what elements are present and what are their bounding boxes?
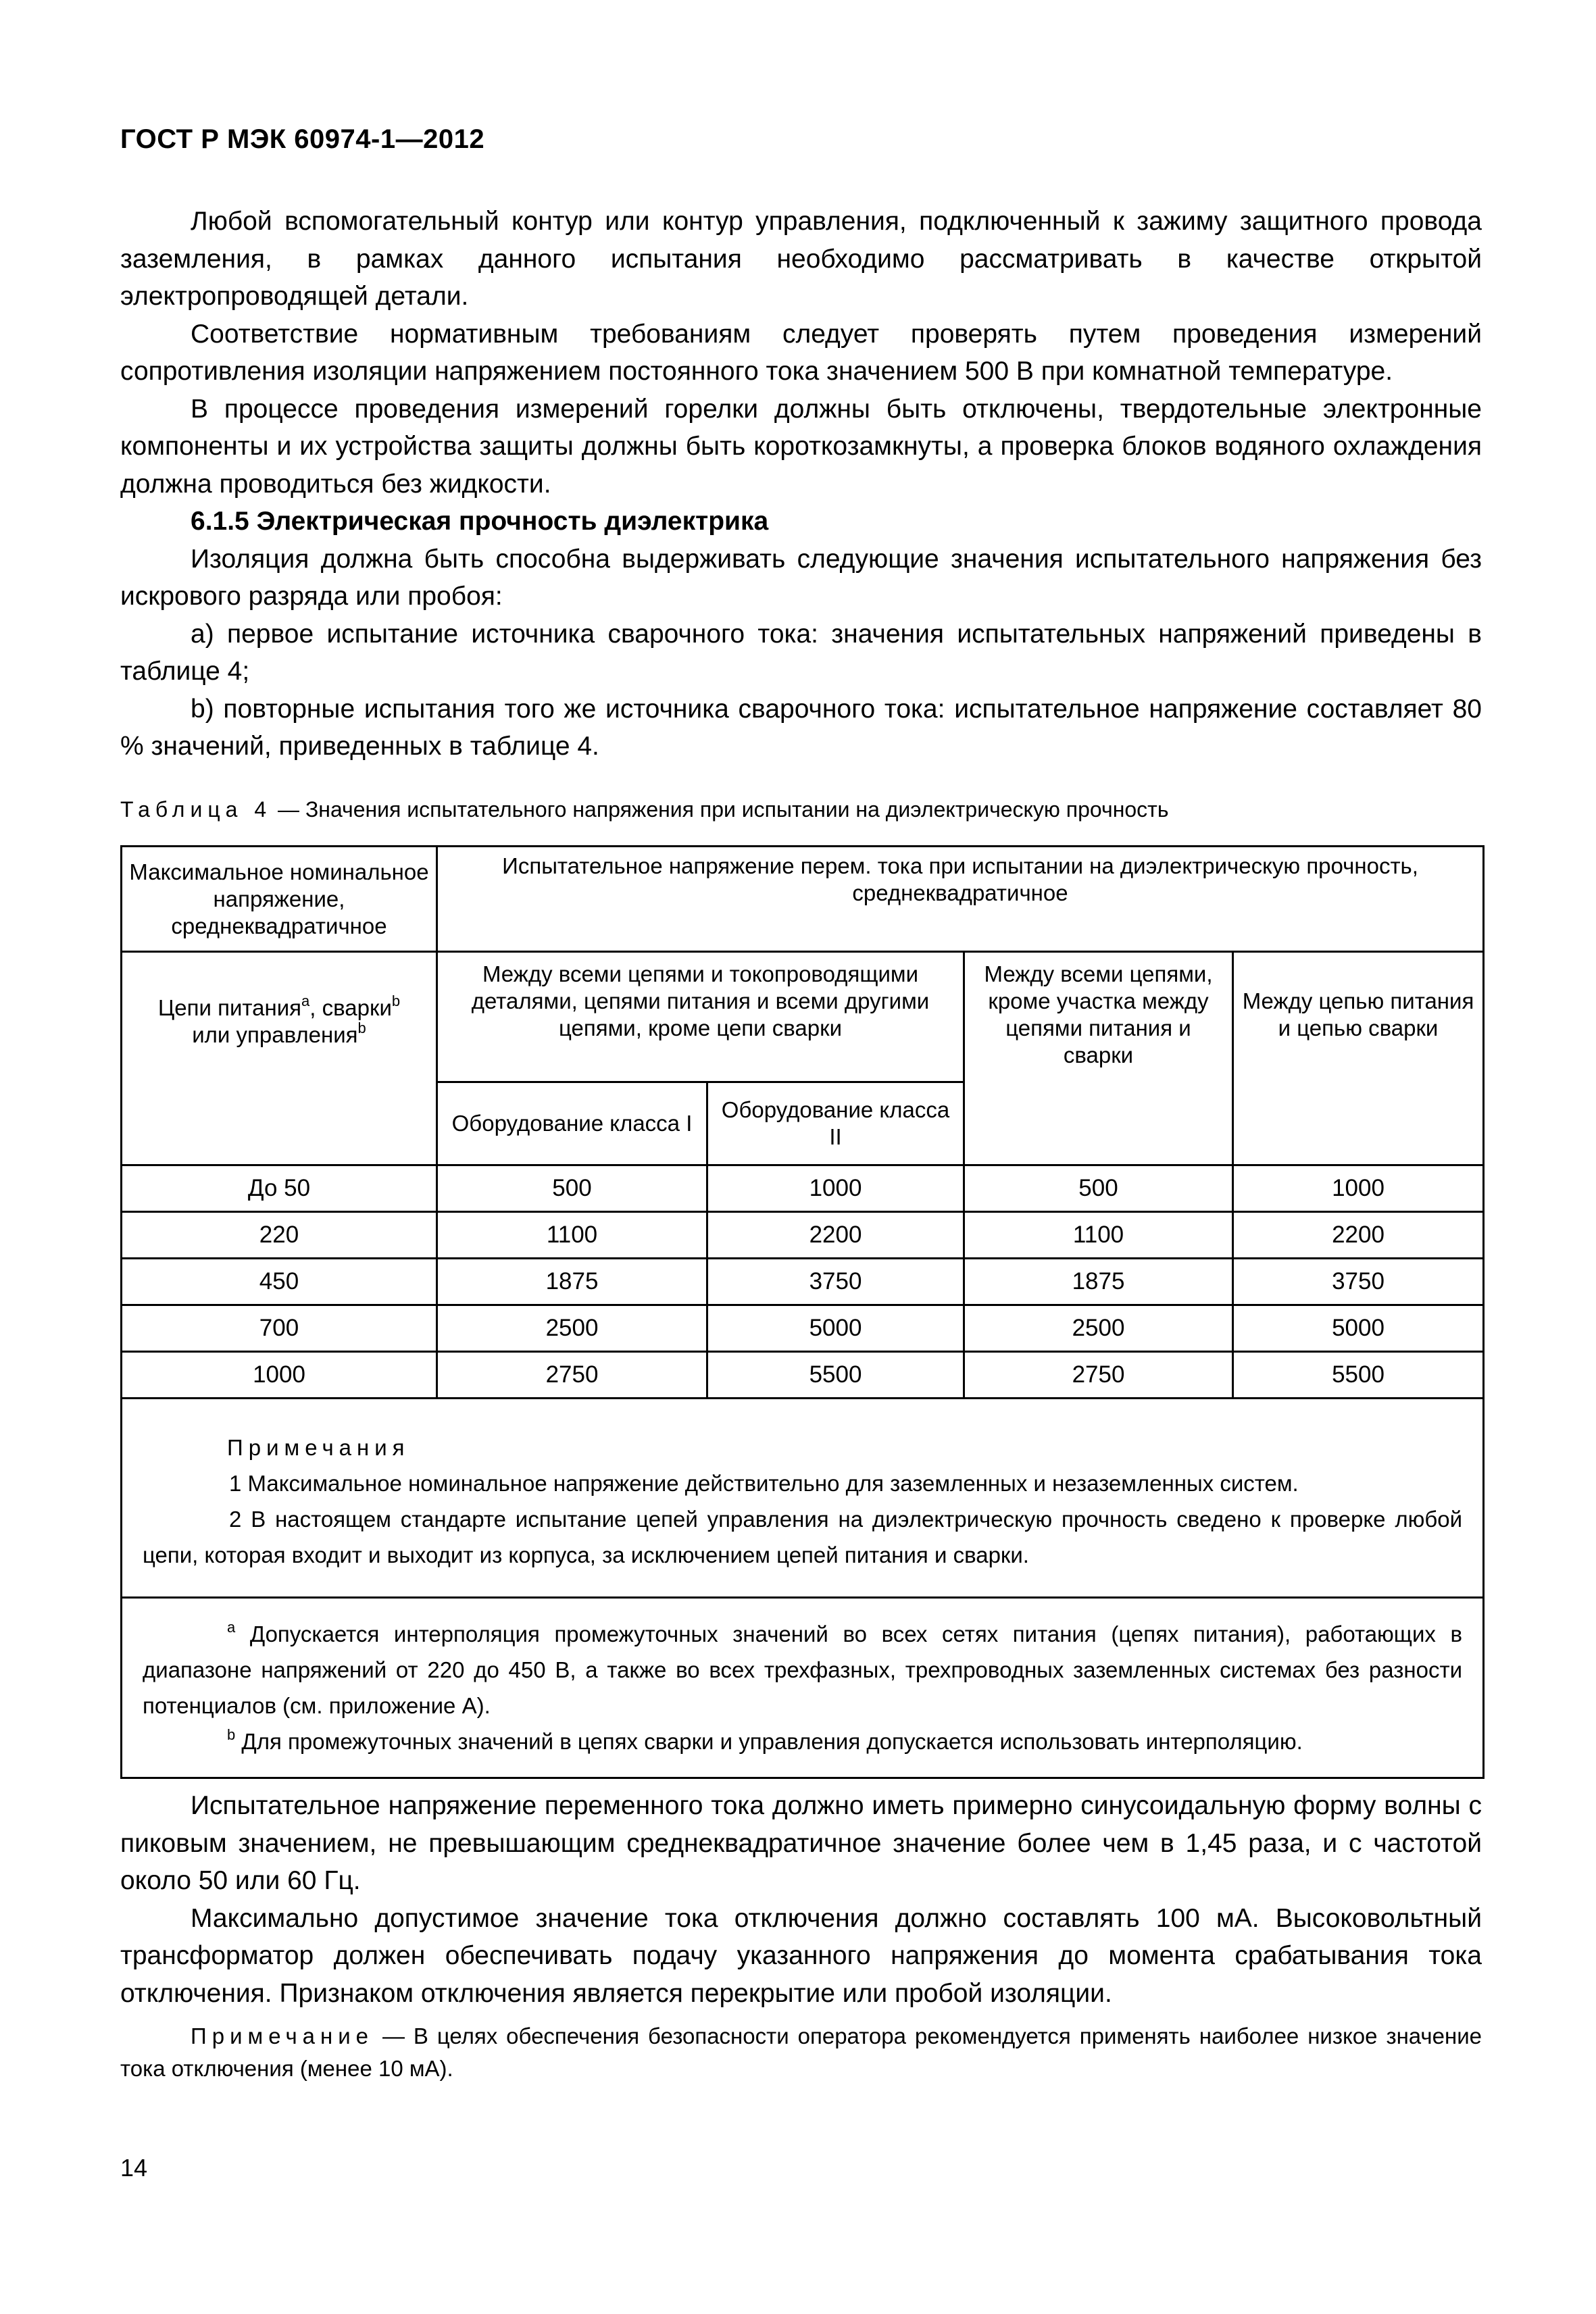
table-caption bbox=[120, 797, 1482, 822]
table-footnotes bbox=[122, 1598, 1484, 1778]
table-notes bbox=[122, 1399, 1484, 1598]
note-2: 2 В настоящем стандарте испытание цепей управления на диэлектрическую прочность сведено к проверке любой цепи, которая входит и выходит из корпуса, за исключением цепей питания и сварки. bbox=[143, 1507, 1463, 1567]
footnote-b: $^b$ Для промежуточных значений в цепях сварки и управления допускается использовать интерполяцию. bbox=[227, 1726, 1303, 1754]
header-test-voltage: Испытательное напряжение перем. тока при испытании на диэлектрическую прочность, среднеквадратичное bbox=[437, 847, 1484, 952]
table-caption-text: — Значения испытательного напряжения при испытании на диэлектрическую прочность bbox=[272, 797, 1169, 822]
table-row: 700 2500 5000 2500 5000 bbox=[122, 1305, 1484, 1352]
paragraph: Изоляция должна быть способна выдерживать следующие значения испытательного напряжения без искрового разряда или пробоя: bbox=[120, 544, 1482, 611]
operator-safety-note bbox=[120, 2020, 1482, 2085]
header-between-all: Между всеми цепями и токопроводящими деталями, цепями питания и всеми другими цепями, кроме цепи сварки bbox=[437, 952, 964, 1082]
header-max-voltage: Максимальное номинальное напряжение, среднеквадратичное bbox=[122, 847, 437, 952]
list-item-a: a) первое испытание источника сварочного тока: значения испытательных напряжений приведены в таблице 4; bbox=[120, 619, 1482, 686]
table-row: 220 1100 2200 1100 2200 bbox=[122, 1212, 1484, 1259]
header-between-except: Между всеми цепями, кроме участка между цепями питания и сварки bbox=[964, 952, 1233, 1165]
document-header: ГОСТ Р МЭК 60974-1—2012 bbox=[120, 124, 485, 154]
table-row: До 50 500 1000 500 1000 bbox=[122, 1165, 1484, 1212]
note-label: Примечание bbox=[191, 2023, 374, 2048]
header-class-1: Оборудование класса I bbox=[437, 1082, 707, 1165]
after-table-section bbox=[120, 1787, 1482, 2012]
paragraph: Любой вспомогательный контур или контур управления, подключенный к зажиму защитного провода заземления, в рамках данного испытания необходимо рассматривать в качестве открытой электропроводящей детали. bbox=[120, 207, 1482, 311]
header-class-2: Оборудование класса II bbox=[707, 1082, 964, 1165]
paragraph: В процессе проведения измерений горелки должны быть отключены, твердотельные электронные компоненты и их устройства защиты должны быть короткозамкнуты, а проверка блоков водяного охлаждения должна проводиться без жидкости. bbox=[120, 394, 1482, 499]
list-item-b: b) повторные испытания того же источника сварочного тока: испытательное напряжение составляет 80 % значений, приведенных в таблице 4. bbox=[120, 694, 1482, 761]
paragraph: Соответствие нормативным требованиям следует проверять путем проведения измерений сопротивления изоляции напряжением постоянного тока значением 500 В при комнатной температуре. bbox=[120, 319, 1482, 386]
paragraph: Максимально допустимое значение тока отключения должно составлять 100 мА. Высоковольтный трансформатор должен обеспечивать подачу указанного напряжения до момента срабатывания тока отключения. Признаком отключения является перекрытие или пробой изоляции. bbox=[120, 1903, 1482, 2008]
test-voltage-table bbox=[120, 845, 1485, 1779]
paragraph: Испытательное напряжение переменного тока должно иметь примерно синусоидальную форму волны с пиковым значением, не превышающим среднеквадратичное значение более чем в 1,45 раза, и с частотой около 50 или 60 Гц. bbox=[120, 1791, 1482, 1895]
table-row: 450 1875 3750 1875 3750 bbox=[122, 1259, 1484, 1305]
header-supply-weld: Между цепью питания и цепью сварки bbox=[1233, 952, 1484, 1165]
intro-section bbox=[120, 203, 1482, 765]
note-text: — В целях обеспечения безопасности оператора рекомендуется применять наиболее низкое значение тока отключения (менее 10 мА). bbox=[120, 2023, 1482, 2081]
note-1: 1 Максимальное номинальное напряжение действительно для заземленных и незаземленных систем. bbox=[229, 1471, 1299, 1496]
page-number: 14 bbox=[120, 2154, 148, 2182]
notes-title: Примечания bbox=[227, 1435, 410, 1460]
footnote-a: $^a$ Допускается интерполяция промежуточных значений во всех сетях питания (цепях питания), работающих в диапазоне напряжений от 220 до 450 В, а также во всех трехфазных, трехпроводных заземленных системах без разности потенциалов (см. приложение А). bbox=[143, 1619, 1463, 1718]
section-heading: 6.1.5 Электрическая прочность диэлектрика bbox=[191, 507, 769, 536]
table-caption-label: Таблица 4 bbox=[120, 797, 272, 822]
table-row: 1000 2750 5500 2750 5500 bbox=[122, 1352, 1484, 1399]
header-circuits: Цепи питания$^a$, сварки$^b$ или управления$^b$ bbox=[122, 952, 437, 1165]
